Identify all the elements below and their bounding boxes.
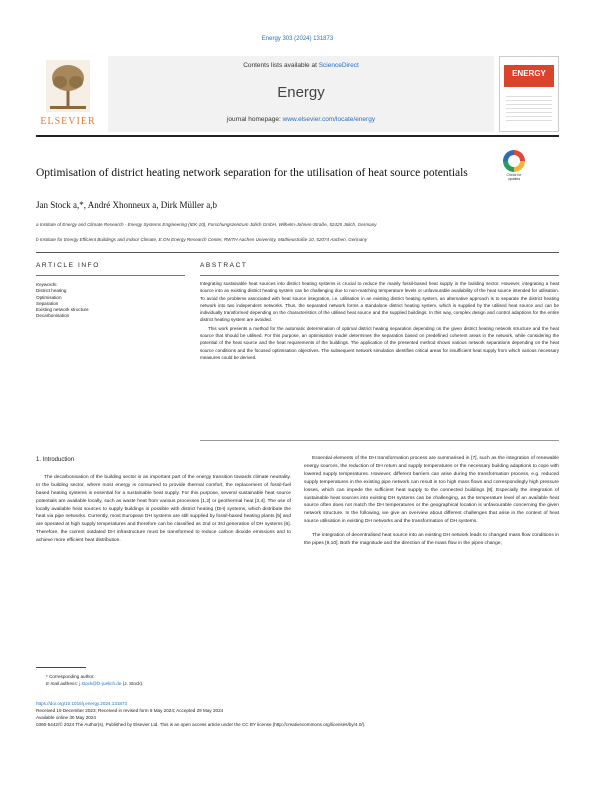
keyword-item: Decarbonisation (36, 313, 70, 319)
keyword-item: Existing network structure (36, 307, 89, 313)
body-paragraph: The integration of decentralised heat source into an existing DH network leads to changed mass flow conditions in the pipes [9,10]. Both the magnitude and the direction of the mass flow in the pipes change, (304, 533, 559, 547)
keyword-item: District heating (36, 288, 67, 294)
abstract-paragraph: This work presents a method for the automatic determination of optimal district heating separation depending on the given district heating network structure and the heat source that should be utilised. For this purpose, an optimisation model determines the separation based on predefined coherent areas in the network, while considering the potential of the heat source and the heat requirements of the buildings. The application of the presented method shows various network separations depending on the heat source conditions and the focused optimisation objectives. The subsequent network simulation identifies critical areas for insufficient heat supply from which various necessary measures could be derived. (200, 325, 559, 360)
keywords-block (36, 282, 185, 320)
introduction-heading: 1. Introduction (36, 457, 75, 463)
elsevier-logo[interactable] (36, 56, 100, 128)
journal-masthead (36, 56, 559, 132)
author-list[interactable]: Jan Stock a,*, André Xhonneux a, Dirk Müller a,b (36, 200, 217, 210)
journal-cover-thumbnail[interactable] (499, 56, 559, 132)
abstract-text (200, 280, 559, 361)
affiliation-b: b Institute for Energy Efficient Buildings and Indoor Climate, E.ON Energy Research Center, RWTH Aachen University, Mathieustraße 10, 52074 Aachen, Germany (36, 237, 368, 242)
article-info-heading: ARTICLE INFO (36, 262, 100, 269)
contents-prefix: Contents lists available at (243, 62, 319, 69)
abstract-paragraph: Integrating sustainable heat sources into district heating systems is crucial to reduce the mainly fossil-based heat supply in the building sector. However, integrating a heat source into an existing district heating system can be challenging due to non-matching temperature levels or unfavourable availability of the heat source intended for utilisation. To avoid the problems associated with heat source integration, i.e. utilisation in an existing district heating system, an alternative approach is to separate the district heating network into two independent networks. Thus, the separated network forms a standalone district heating system, which is supplied by the utilised heat source and can be individually transformed depending on the characteristics of the utilised heat source and the supplied buildings. In this way, complex design and control adaptions for the entire district heating system are avoided. (200, 281, 559, 323)
article-title: Optimisation of district heating network separation for the utilisation of heat source potentials (36, 167, 468, 179)
body-paragraph: Essential elements of the DH transformation process are summarised in [7], such as the integration of renewable energy sources, the reduction of DH return and supply temperatures or the necessary building adaptions to cope with lowered supply temperatures. However, different barriers can arise during the transformation process, e.g. reduced supply temperatures in the existing pipe network can result in too high mass flows and correspondingly high pressure losses, which can impede the sufficient heat supply to the connected buildings [8]. Especially the integration of sustainable heat sources into existing DH systems can be challenging, as the temperature level of an available heat source often does not match the DH temperatures or the geographical location is unfavourable concerning the given network structure. In the following, we give an overview about different challenges that arise in the context of heat source utilisation in existing DH networks and the transformation of DH systems. (304, 456, 559, 525)
masthead-center (108, 56, 494, 132)
check-updates-label: Check for updates (506, 173, 522, 181)
elsevier-wordmark: ELSEVIER (40, 116, 96, 127)
keyword-item: Optimisation (36, 294, 62, 300)
contents-line (108, 62, 494, 69)
corresponding-author-note: * Corresponding author. (46, 674, 95, 679)
keywords-label: Keywords: (36, 282, 58, 287)
body-column-left (36, 455, 291, 545)
cover-lines (506, 93, 552, 123)
header-rule (36, 252, 559, 253)
journal-citation[interactable]: Energy 303 (2024) 131873 (261, 36, 334, 42)
email-line (36, 680, 291, 687)
elsevier-tree-icon (46, 60, 90, 112)
body-column-right (304, 455, 559, 548)
check-for-updates-badge[interactable] (500, 150, 528, 184)
doi-link[interactable]: https://doi.org/10.1016/j.energy.2024.131873 (36, 701, 128, 706)
footnote (36, 673, 291, 687)
article-info-rule (36, 275, 185, 276)
email-link[interactable]: j.stock@fz-juelich.de (79, 681, 122, 686)
cover-title: ENERGY (512, 69, 546, 78)
license-line: 0360-5442/© 2024 The Author(s). Published by Elsevier Ltd. This is an open access article under the CC BY license (http://creativecommons.org/licenses/by/4.0/). (36, 722, 366, 727)
check-updates-icon (503, 150, 525, 172)
abstract-heading: ABSTRACT (200, 262, 248, 269)
homepage-link[interactable]: www.elsevier.com/locate/energy (282, 116, 376, 123)
received-dates: Received 19 December 2023; Received in revised form 6 May 2024; Accepted 29 May 2024 (36, 708, 224, 713)
journal-name: Energy (277, 84, 325, 101)
email-label: E-mail address: (46, 681, 78, 686)
homepage-line (108, 116, 494, 123)
affiliation-a: a Institute of Energy and Climate Research - Energy Systems Engineering (IEK-10), Forschungszentrum Jülich GmbH, Wilhelm-Johnen-Straße, 52425 Jülich, Germany (36, 222, 377, 227)
email-suffix: (J. Stock). (122, 681, 144, 686)
masthead-rule (36, 135, 559, 137)
available-online: Available online 30 May 2024 (36, 715, 96, 720)
footnote-rule (36, 667, 86, 668)
body-paragraph: The decarbonisation of the building sector is an important part of the energy transition towards climate neutrality. In the building sector, where most energy is consumed to provide thermal comfort, the replacement of fossil-fuel based heating systems is essential for a sustainable heat supply. For this purpose, several sustainable heat source potentials are available locally, such as waste heat from various processes [1,2] or geothermal heat [3,4]. The use of locally available heat sources to supply buildings is possible with district heating (DH) systems, which distribute the heat via pipe networks. Currently, most European DH systems are still supplied by fossil-based heating plants [5] and are operated at high supply temperatures and therefore can be classified as 2nd or 3rd generation of DH systems [6]. Therefore, the current outdated DH infrastructure must be transformed to reduce carbon dioxide emissions and to achieve more efficient heat distribution. (36, 474, 291, 544)
sciencedirect-link[interactable]: ScienceDirect (318, 62, 359, 69)
homepage-prefix: journal homepage: (226, 116, 283, 123)
doi-block (36, 700, 559, 728)
abstract-bottom-rule (200, 440, 559, 441)
abstract-rule (200, 275, 559, 276)
keyword-item: Separation (36, 300, 59, 306)
